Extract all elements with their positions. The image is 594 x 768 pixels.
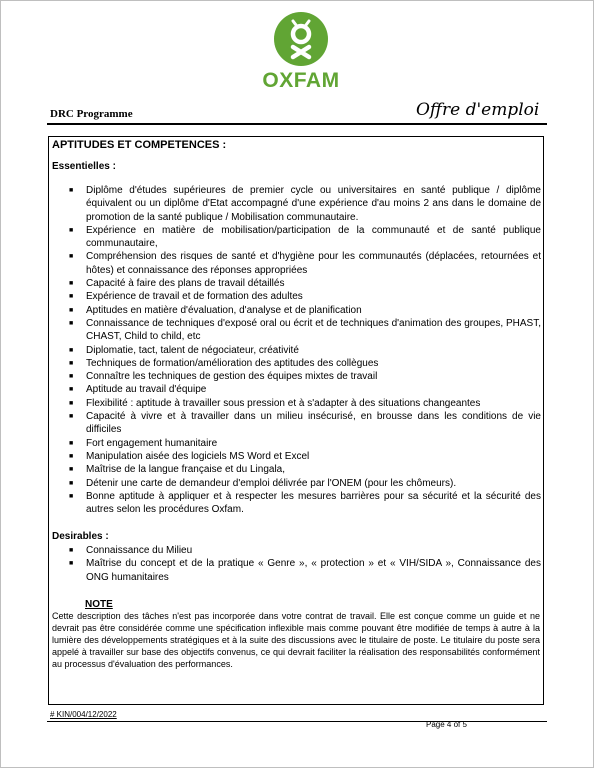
list-item [49, 290, 545, 303]
list-item [49, 383, 545, 396]
list-item-text: Flexibilité : aptitude à travailler sous pression et à s'adapter à des situations changeantes [86, 397, 481, 409]
list-item [49, 557, 545, 584]
oxfam-logo-icon [274, 12, 328, 66]
square-bullet-icon: ■ [69, 547, 74, 554]
list-item [49, 357, 545, 370]
list-item-text: Fort engagement humanitaire [86, 437, 218, 449]
square-bullet-icon: ■ [69, 253, 74, 261]
square-bullet-icon: ■ [69, 439, 74, 447]
list-item [49, 463, 545, 476]
document-type: Offre d'emploi [416, 100, 540, 120]
list-item-text: Diplôme d'études supérieures de premier cycle ou universitaires en santé publique / diplôme équivalent ou un diplôme d'Etat accompagné d'une expérience d'au moins 2 ans dans le domaine de promotion de la santé publique / Mobilisation communautaire. [86, 185, 541, 223]
essential-label: Essentielles : [52, 161, 116, 172]
list-item-text: Techniques de formation/amélioration des aptitudes des collègues [86, 357, 379, 369]
list-item-text: Compréhension des risques de santé et d'hygiène pour les communautés (déplacées, retournées et hôtes) et connaissance des réponses appropriées [86, 251, 541, 276]
desirable-label: Desirables : [52, 531, 109, 542]
list-item-text: Expérience de travail et de formation des adultes [86, 291, 303, 303]
desirable-list [49, 544, 545, 584]
list-item [49, 317, 545, 344]
square-bullet-icon: ■ [69, 399, 74, 407]
list-item-text: Aptitudes en matière d'évaluation, d'analyse et de planification [86, 304, 362, 316]
square-bullet-icon: ■ [69, 452, 74, 460]
reference-number: # KIN/004/12/2022 [50, 710, 117, 719]
square-bullet-icon: ■ [69, 293, 74, 301]
footer-divider [47, 721, 547, 722]
list-item [49, 544, 545, 557]
list-item [49, 450, 545, 463]
program-name: DRC Programme [50, 108, 133, 120]
list-item [49, 370, 545, 383]
list-item [49, 410, 545, 437]
square-bullet-icon: ■ [69, 560, 74, 568]
list-item-text: Connaissance de techniques d'exposé oral ou écrit et de techniques d'animation des groupes, PHAST, CHAST, Child to child, etc [86, 317, 541, 343]
content-box [48, 136, 544, 705]
square-bullet-icon: ■ [69, 466, 74, 474]
list-item [49, 344, 545, 357]
list-item [49, 277, 545, 290]
list-item-text: Maîtrise du concept et de la pratique « Genre », « protection » et « VIH/SIDA », Connaissance des ONG humanitaires [86, 558, 541, 583]
list-item [49, 477, 545, 490]
oxfam-logo [262, 12, 340, 93]
essential-list [49, 184, 545, 516]
square-bullet-icon: ■ [69, 226, 74, 234]
list-item-text: Aptitude au travail d'équipe [86, 384, 207, 396]
list-item-text: Connaissance du Milieu [86, 545, 193, 556]
header-divider [47, 123, 547, 125]
list-item [49, 250, 545, 277]
square-bullet-icon: ■ [69, 359, 74, 367]
list-item-text: Connaître les techniques de gestion des équipes mixtes de travail [86, 371, 378, 383]
list-item [49, 490, 545, 517]
square-bullet-icon: ■ [69, 346, 74, 354]
list-item [49, 304, 545, 317]
list-item [49, 397, 545, 410]
list-item-text: Détenir une carte de demandeur d'emploi délivrée par l'ONEM (pour les chômeurs). [86, 477, 457, 489]
square-bullet-icon: ■ [69, 492, 74, 500]
list-item-text: Capacité à vivre et à travailler dans un milieu insécurisé, en brousse dans les conditions de vie difficiles [86, 411, 541, 436]
square-bullet-icon: ■ [69, 280, 74, 288]
square-bullet-icon: ■ [69, 479, 74, 487]
square-bullet-icon: ■ [69, 319, 74, 327]
square-bullet-icon: ■ [69, 386, 74, 394]
list-item-text: Manipulation aisée des logiciels MS Word et Excel [86, 450, 310, 462]
note-text: Cette description des tâches n'est pas incorporée dans votre contrat de travail. Elle est conçue comme un guide et ne devrait pas être considérée comme une spécification inflexible mais comme pouvant être modifiée de temps à autre à la lumière des développements stratégiques et à la suite des discussions avec le titulaire de poste. Le titulaire du poste sera appelé à travailler sur base des objectifs convenus, ce qui devrait faciliter la réalisation des responsabilités conformément au processus d'évaluation des performances. [52, 611, 540, 669]
list-item-text: Diplomatie, tact, talent de négociateur, créativité [86, 344, 299, 356]
list-item-text: Bonne aptitude à appliquer et à respecter les mesures barrières pour sa sécurité et la sécurité des autres selon les procédures Oxfam. [86, 490, 541, 516]
list-item [49, 437, 545, 450]
list-item [49, 184, 545, 224]
list-item-text: Maîtrise de la langue française et du Lingala, [86, 464, 286, 476]
note-title: NOTE [85, 599, 113, 610]
list-item-text: Capacité à faire des plans de travail détaillés [86, 278, 285, 290]
square-bullet-icon: ■ [69, 187, 74, 194]
square-bullet-icon: ■ [69, 306, 74, 314]
page-number: Page 4 of 5 [426, 720, 467, 729]
list-item-text: Expérience en matière de mobilisation/participation de la communauté et de santé publique communautaire, [86, 224, 541, 250]
square-bullet-icon: ■ [69, 373, 74, 381]
list-item [49, 224, 545, 251]
section-title: APTITUDES ET COMPETENCES : [52, 139, 227, 151]
logo-text: OXFAM [262, 69, 340, 92]
square-bullet-icon: ■ [69, 413, 74, 421]
